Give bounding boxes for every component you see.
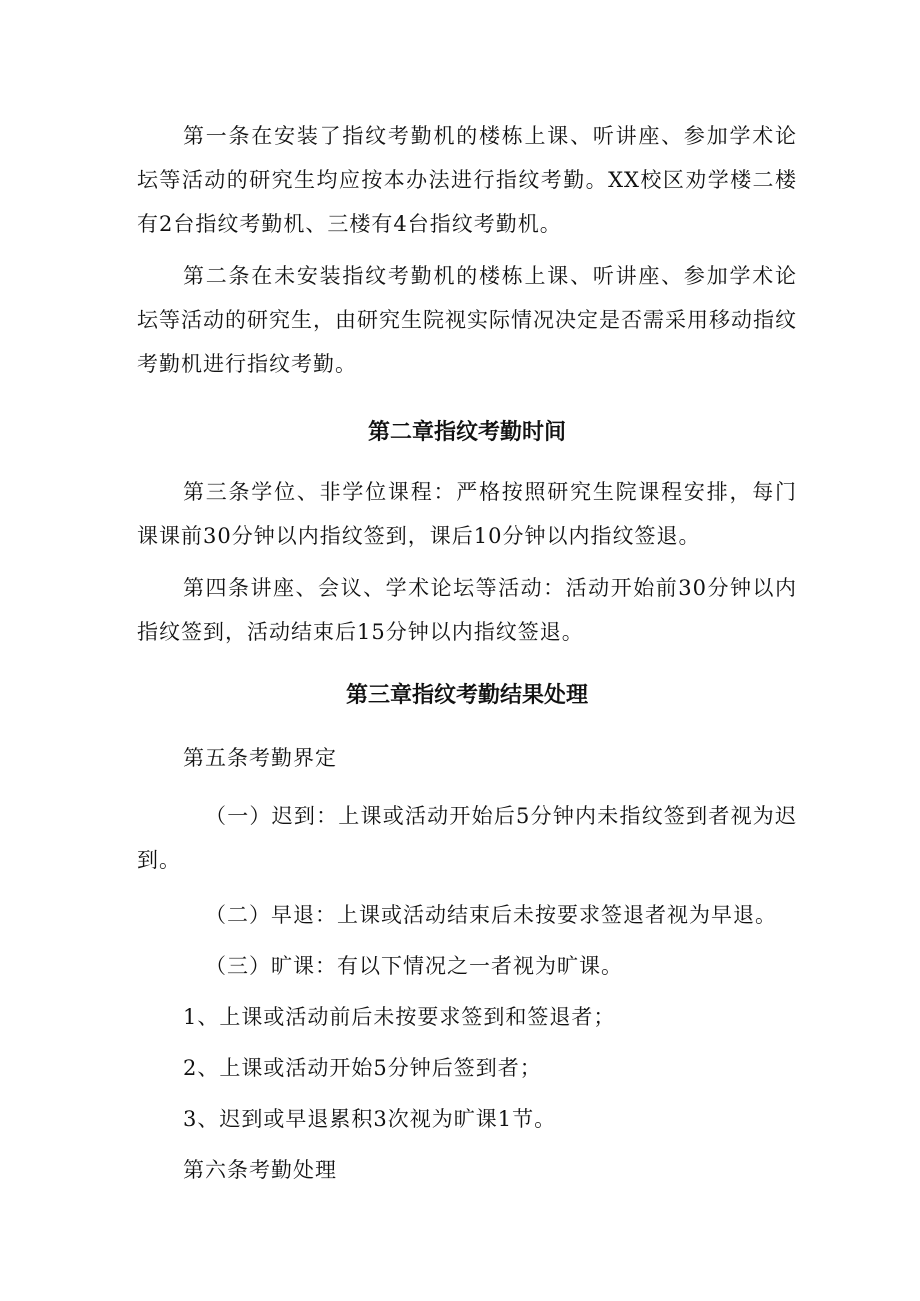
article-3: 第三条学位、非学位课程：严格按照研究生院课程安排，每门课课前30分钟以内指纹签到，课后10分钟以内指纹签退。 <box>137 480 797 548</box>
article-4: 第四条讲座、会议、学术论坛等活动：活动开始前30分钟以内指纹签到，活动结束后15分钟以内指纹签退。 <box>137 576 797 644</box>
article-5: 第五条考勤界定 <box>183 746 337 770</box>
article-1: 第一条在安装了指纹考勤机的楼栋上课、听讲座、参加学术论坛等活动的研究生均应按本办法进行指纹考勤。XX校区劝学楼二楼有2台指纹考勤机、三楼有4台指纹考勤机。 <box>137 124 797 236</box>
chapter-2-title: 第二章指纹考勤时间 <box>367 420 566 445</box>
absent-condition-1: 1、上课或活动前后未按要求签到和签退者； <box>183 1005 616 1029</box>
article-6: 第六条考勤处理 <box>183 1158 337 1182</box>
item-late: （一）迟到：上课或活动开始后5分钟内未指纹签到者视为迟到。 <box>137 804 797 872</box>
item-absent: （三）旷课：有以下情况之一者视为旷课。 <box>205 954 623 978</box>
absent-condition-3: 3、迟到或早退累积3次视为旷课1节。 <box>183 1107 557 1131</box>
article-2: 第二条在未安装指纹考勤机的楼栋上课、听讲座、参加学术论坛等活动的研究生，由研究生院视实际情况决定是否需采用移动指纹考勤机进行指纹考勤。 <box>137 264 797 376</box>
item-early-leave: （二）早退：上课或活动结束后未按要求签退者视为早退。 <box>205 903 777 927</box>
absent-condition-2: 2、上课或活动开始5分钟后签到者； <box>183 1056 542 1080</box>
chapter-3-title: 第三章指纹考勤结果处理 <box>345 683 588 708</box>
